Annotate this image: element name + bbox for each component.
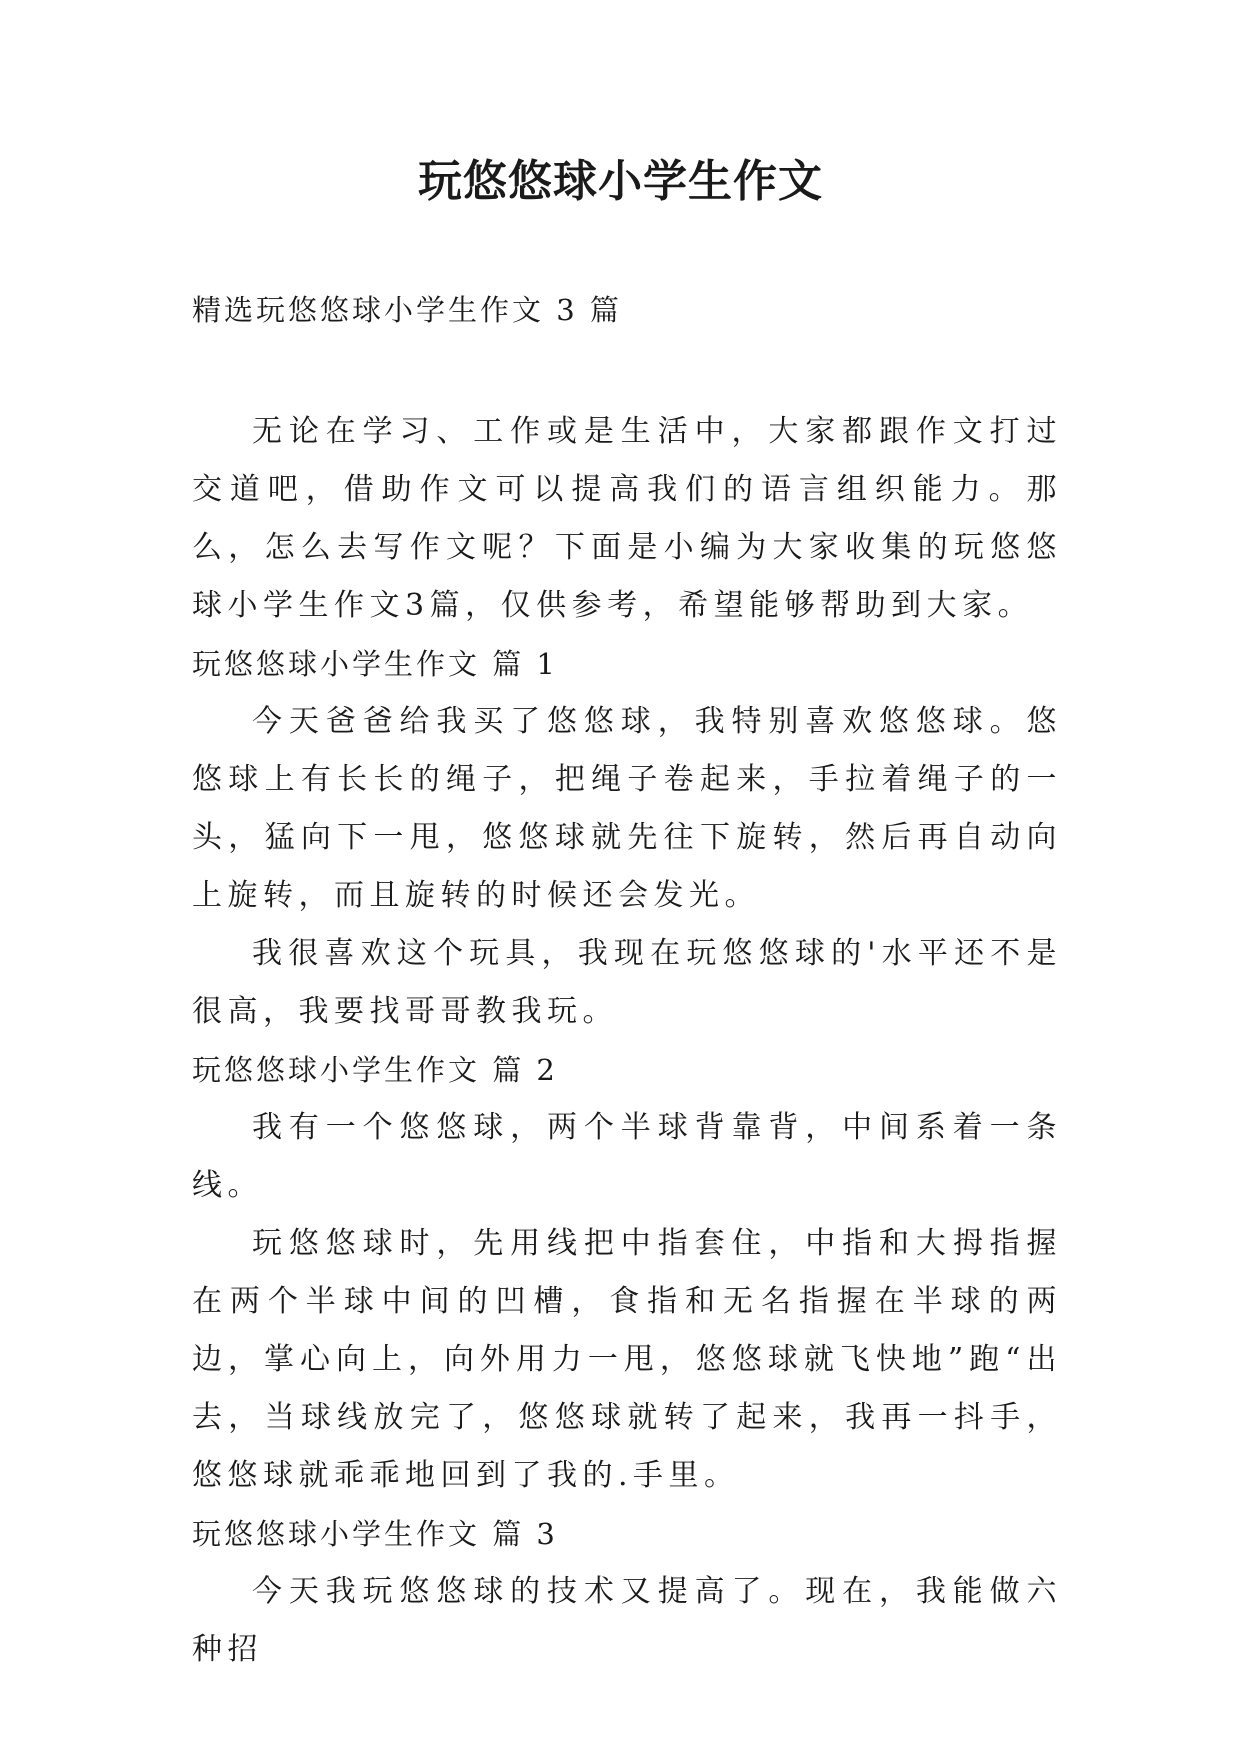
section-heading-3: 玩悠悠球小学生作文 篇 3	[192, 1517, 558, 1551]
document-title: 玩悠悠球小学生作文	[418, 156, 823, 207]
section-1-paragraph: 今天爸爸给我买了悠悠球，我特别喜欢悠悠球。悠悠球上有长长的绳子，把绳子卷起来，手拉着绳子的一头，猛向下一甩，悠悠球就先往下旋转，然后再自动向上旋转，而且旋转的时候还会发光。	[192, 704, 1062, 913]
document-body	[192, 403, 1062, 1679]
section-1-paragraph: 我很喜欢这个玩具，我现在玩悠悠球的'水平还不是很高，我要找哥哥教我玩。	[192, 936, 1062, 1029]
section-heading-2: 玩悠悠球小学生作文 篇 2	[192, 1053, 558, 1087]
section-2-paragraph: 我有一个悠悠球，两个半球背靠背，中间系着一条线。	[192, 1110, 1062, 1203]
section-3-paragraph: 今天我玩悠悠球的技术又提高了。现在，我能做六种招	[192, 1574, 1062, 1667]
intro-paragraph: 无论在学习、工作或是生活中，大家都跟作文打过交道吧，借助作文可以提高我们的语言组织能力。那么，怎么去写作文呢？下面是小编为大家收集的玩悠悠球小学生作文3篇，仅供参考，希望能够帮助到大家。	[192, 414, 1062, 623]
section-2-paragraph: 玩悠悠球时，先用线把中指套住，中指和大拇指握在两个半球中间的凹槽，食指和无名指握在半球的两边，掌心向上，向外用力一甩，悠悠球就飞快地”跑“出去，当球线放完了，悠悠球就转了起来，我再一抖手，悠悠球就乖乖地回到了我的.手里。	[192, 1226, 1062, 1493]
section-heading-1: 玩悠悠球小学生作文 篇 1	[192, 647, 558, 681]
document-subtitle: 精选玩悠悠球小学生作文 3 篇	[192, 293, 622, 327]
